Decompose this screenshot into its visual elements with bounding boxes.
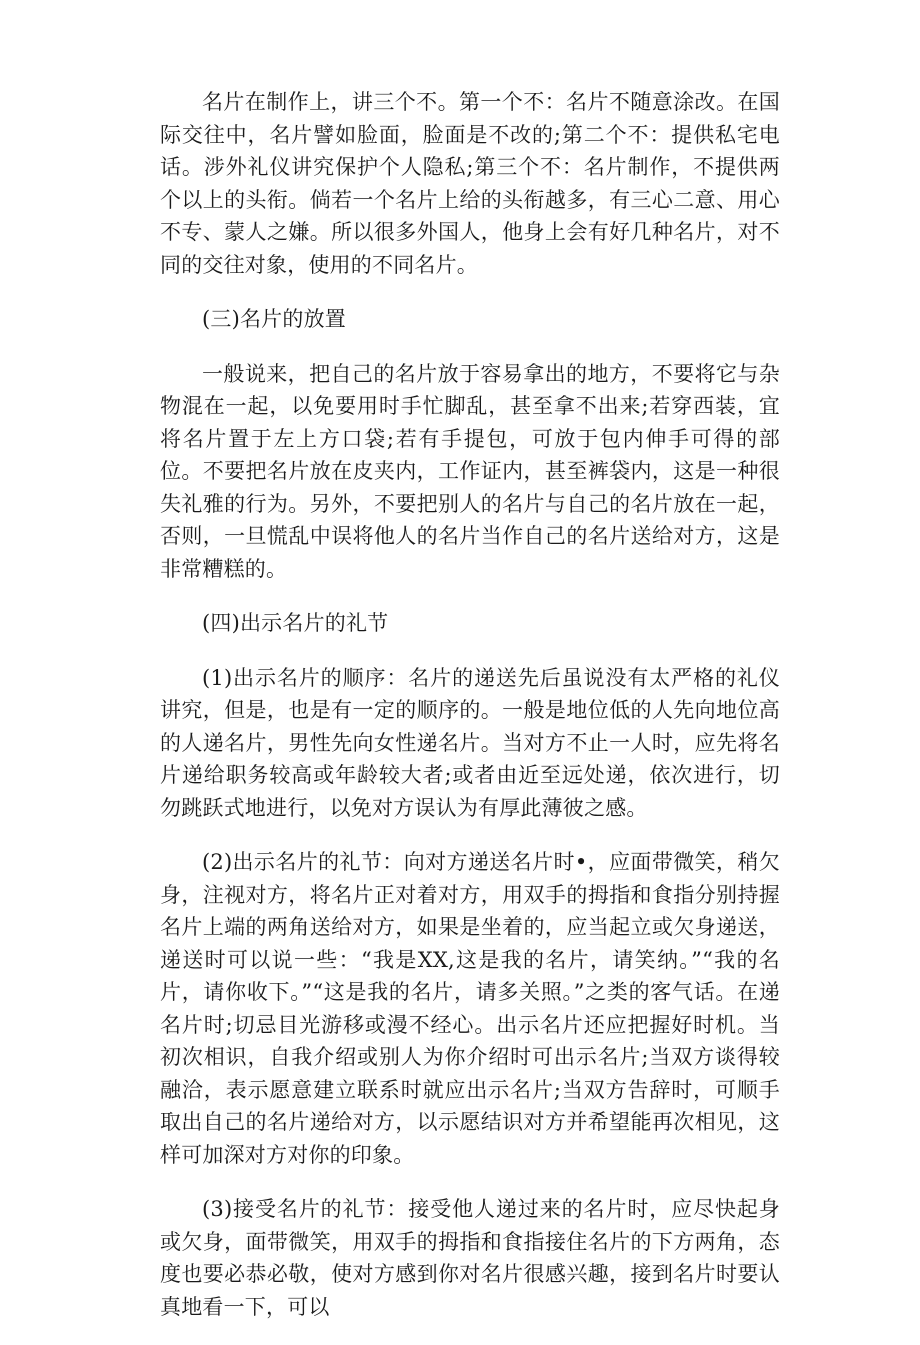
paragraph-presenting-etiquette: (2)出示名片的礼节：向对方递送名片时•，应面带微笑，稍欠身，注视对方，将名片正对着对方，用双手的拇指和食指分别持握名片上端的两角送给对方，如果是坐着的，应当起立或欠身递送，递送时可以说一些：“我是XX,这是我的名片，请笑纳。”“我的名片，请你收下。”“这是我的名片，请多关照。”之类的客气话。在递名片时;切忌目光游移或漫不经心。出示名片还应把握好时机。当初次相识，自我介绍或别人为你介绍时可出示名片;当双方谈得较融洽，表示愿意建立联系时就应出示名片;当双方告辞时，可顺手取出自己的名片递给对方，以示愿结识对方并希望能再次相见，这样可加深对方对你的印象。 — [160, 850, 780, 1167]
paragraph-card-placement: 一般说来，把自己的名片放于容易拿出的地方，不要将它与杂物混在一起，以免要用时手忙脚乱，甚至拿不出来;若穿西装，宜将名片置于左上方口袋;若有手提包，可放于包内伸手可得的部位。不要把名片放在皮夹内，工作证内，甚至裤袋内，这是一种很失礼雅的行为。另外，不要把别人的名片与自己的名片放在一起，否则，一旦慌乱中误将他人的名片当作自己的名片送给对方，这是非常糟糕的。 — [160, 361, 780, 581]
document-body — [160, 86, 780, 1345]
paragraph-card-design: 名片在制作上，讲三个不。第一个不：名片不随意涂改。在国际交往中，名片譬如脸面，脸面是不改的;第二个不：提供私宅电话。涉外礼仪讲究保护个人隐私;第三个不：名片制作，不提供两个以上的头衔。倘若一个名片上给的头衔越多，有三心二意、用心不专、蒙人之嫌。所以很多外国人，他身上会有好几种名片，对不同的交往对象，使用的不同名片。 — [160, 90, 780, 277]
paragraph-receiving-etiquette: (3)接受名片的礼节：接受他人递过来的名片时，应尽快起身或欠身，面带微笑，用双手的拇指和食指接住名片的下方两角，态度也要必恭必敬，使对方感到你对名片很感兴趣，接到名片时要认真地看一下，可以 — [160, 1197, 780, 1319]
section-heading-card-placement: (三)名片的放置 — [202, 307, 346, 331]
paragraph-presenting-order: (1)出示名片的顺序：名片的递送先后虽说没有太严格的礼仪讲究，但是，也是有一定的顺序的。一般是地位低的人先向地位高的人递名片，男性先向女性递名片。当对方不止一人时，应先将名片递给职务较高或年龄较大者;或者由近至远处递，依次进行，切勿跳跃式地进行，以免对方误认为有厚此薄彼之感。 — [160, 665, 780, 820]
section-heading-presenting-etiquette: (四)出示名片的礼节 — [202, 611, 389, 635]
